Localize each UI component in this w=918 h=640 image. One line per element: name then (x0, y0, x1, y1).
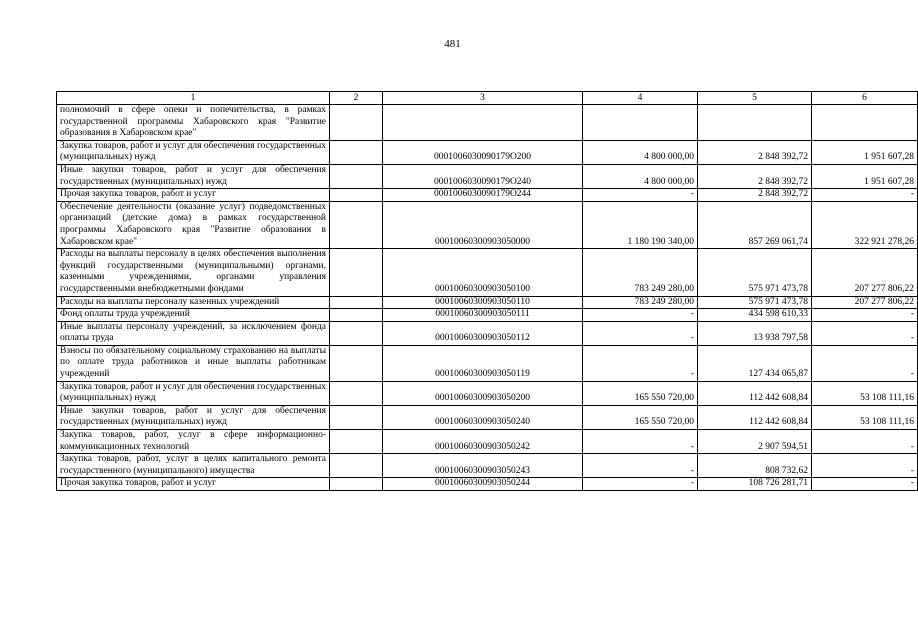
row-col2 (330, 164, 383, 188)
row-value-5: 2 848 392,72 (698, 164, 812, 188)
row-value-6 (812, 105, 918, 141)
row-col2 (330, 189, 383, 202)
row-value-4: 165 550 720,00 (583, 405, 698, 429)
row-col2 (330, 249, 383, 296)
table-row (57, 309, 918, 322)
table-row (57, 321, 918, 345)
column-header: 5 (698, 92, 812, 105)
row-value-6: 53 108 111,16 (812, 381, 918, 405)
table-row (57, 296, 918, 309)
row-code: 00010060300903050000 (383, 201, 583, 248)
table-row (57, 164, 918, 188)
row-value-6: 322 921 278,26 (812, 201, 918, 248)
table-row (57, 454, 918, 478)
row-value-6: - (812, 454, 918, 478)
row-value-4: - (583, 430, 698, 454)
row-code: 00010060300903050244 (383, 478, 583, 491)
row-col2 (330, 478, 383, 491)
row-code: 00010060300903050200 (383, 381, 583, 405)
row-code (383, 105, 583, 141)
row-code: 0001006030090179O240 (383, 164, 583, 188)
row-value-6: 1 951 607,28 (812, 140, 918, 164)
row-col2 (330, 296, 383, 309)
row-code: 00010060300903050240 (383, 405, 583, 429)
row-value-6: - (812, 478, 918, 491)
row-description: Закупка товаров, работ и услуг для обеспечения государственных (муниципальных) нужд (57, 140, 330, 164)
row-description: Иные выплаты персоналу учреждений, за исключением фонда оплаты труда (57, 321, 330, 345)
row-value-5: 575 971 473,78 (698, 249, 812, 296)
column-header: 1 (57, 92, 330, 105)
row-value-6: - (812, 309, 918, 322)
row-value-5: 112 442 608,84 (698, 381, 812, 405)
table-row (57, 249, 918, 296)
column-header: 6 (812, 92, 918, 105)
row-value-4: 165 550 720,00 (583, 381, 698, 405)
row-value-4: - (583, 321, 698, 345)
table-row (57, 189, 918, 202)
row-description: Закупка товаров, работ, услуг в сфере информационно-коммуникационных технологий (57, 430, 330, 454)
row-value-6: - (812, 430, 918, 454)
row-col2 (330, 140, 383, 164)
row-value-5: 434 598 610,33 (698, 309, 812, 322)
row-description: полномочий в сфере опеки и попечительства, в рамках государственной программы Хабаровского края "Развитие образования в Хабаровском крае" (57, 105, 330, 141)
row-code: 00010060300903050243 (383, 454, 583, 478)
row-col2 (330, 405, 383, 429)
row-value-5: 808 732,62 (698, 454, 812, 478)
row-value-4 (583, 105, 698, 141)
row-value-6: - (812, 345, 918, 381)
row-value-4: - (583, 478, 698, 491)
row-code: 00010060300903050111 (383, 309, 583, 322)
table-row (57, 105, 918, 141)
row-value-4: 783 249 280,00 (583, 296, 698, 309)
row-col2 (330, 105, 383, 141)
row-value-6: 207 277 806,22 (812, 249, 918, 296)
row-value-5: 857 269 061,74 (698, 201, 812, 248)
row-description: Прочая закупка товаров, работ и услуг (57, 189, 330, 202)
row-description: Иные закупки товаров, работ и услуг для обеспечения государственных (муниципальных) нужд (57, 164, 330, 188)
row-code: 00010060300903050119 (383, 345, 583, 381)
row-description: Прочая закупка товаров, работ и услуг (57, 478, 330, 491)
row-col2 (330, 454, 383, 478)
row-col2 (330, 201, 383, 248)
row-value-5: 108 726 281,71 (698, 478, 812, 491)
header-row (57, 92, 918, 105)
row-description: Закупка товаров, работ, услуг в целях капитального ремонта государственного (муниципального) имущества (57, 454, 330, 478)
column-header: 2 (330, 92, 383, 105)
table-row (57, 140, 918, 164)
column-header: 3 (383, 92, 583, 105)
row-col2 (330, 309, 383, 322)
row-code: 00010060300903050110 (383, 296, 583, 309)
row-description: Фонд оплаты труда учреждений (57, 309, 330, 322)
row-value-5: 575 971 473,78 (698, 296, 812, 309)
row-description: Обеспечение деятельности (оказание услуг) подведомственных организаций (детские дома) в рамках государственной программы Хабаровского края "Развитие образования в Хабаровском крае" (57, 201, 330, 248)
row-value-6: 53 108 111,16 (812, 405, 918, 429)
row-value-4: - (583, 345, 698, 381)
row-value-4: 783 249 280,00 (583, 249, 698, 296)
row-value-4: - (583, 454, 698, 478)
row-description: Иные закупки товаров, работ и услуг для обеспечения государственных (муниципальных) нужд (57, 405, 330, 429)
table-row (57, 478, 918, 491)
row-description: Закупка товаров, работ и услуг для обеспечения государственных (муниципальных) нужд (57, 381, 330, 405)
table-row (57, 430, 918, 454)
column-header: 4 (583, 92, 698, 105)
page-number: 481 (444, 38, 461, 50)
row-value-5: 2 848 392,72 (698, 189, 812, 202)
budget-table (56, 91, 918, 491)
row-value-4: 4 800 000,00 (583, 140, 698, 164)
row-value-4: 1 180 190 340,00 (583, 201, 698, 248)
row-value-4: 4 800 000,00 (583, 164, 698, 188)
row-value-5: 127 434 065,87 (698, 345, 812, 381)
row-col2 (330, 381, 383, 405)
row-value-5: 13 938 797,58 (698, 321, 812, 345)
row-description: Расходы на выплаты персоналу в целях обеспечения выполнения функций государственными (муниципальными) органами, казенными учреждениями, органами управления государственными внебюджетными фондами (57, 249, 330, 296)
row-description: Взносы по обязательному социальному страхованию на выплаты по оплате труда работников и иные выплаты работникам учреждений (57, 345, 330, 381)
row-code: 0001006030090179O244 (383, 189, 583, 202)
row-code: 0001006030090179O200 (383, 140, 583, 164)
row-value-4: - (583, 309, 698, 322)
row-value-5: 2 848 392,72 (698, 140, 812, 164)
row-col2 (330, 430, 383, 454)
row-code: 00010060300903050100 (383, 249, 583, 296)
table-row (57, 381, 918, 405)
row-value-5 (698, 105, 812, 141)
row-value-6: - (812, 189, 918, 202)
table-row (57, 201, 918, 248)
row-value-6: 207 277 806,22 (812, 296, 918, 309)
table-row (57, 345, 918, 381)
table-row (57, 405, 918, 429)
row-value-5: 112 442 608,84 (698, 405, 812, 429)
row-value-4: - (583, 189, 698, 202)
row-value-6: 1 951 607,28 (812, 164, 918, 188)
row-value-6: - (812, 321, 918, 345)
row-col2 (330, 345, 383, 381)
row-description: Расходы на выплаты персоналу казенных учреждений (57, 296, 330, 309)
row-value-5: 2 907 594,51 (698, 430, 812, 454)
row-code: 00010060300903050242 (383, 430, 583, 454)
row-code: 00010060300903050112 (383, 321, 583, 345)
row-col2 (330, 321, 383, 345)
